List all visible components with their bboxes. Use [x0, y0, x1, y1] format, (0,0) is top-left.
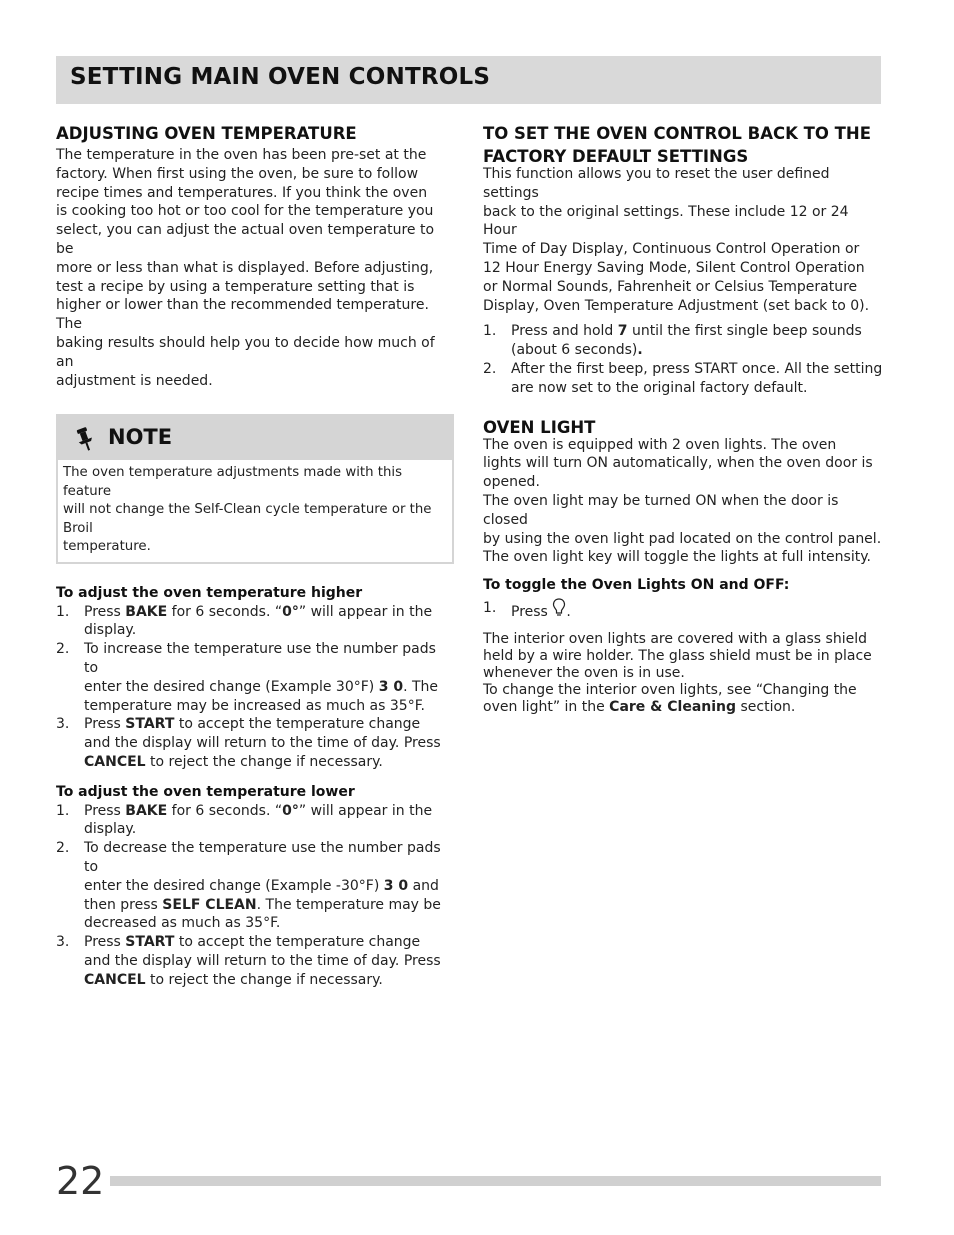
step-text: enter the desired change (Example 30°F): [84, 678, 379, 695]
step-text: . The: [403, 678, 439, 695]
step-keyword: BAKE: [125, 603, 168, 620]
lower-heading: To adjust the oven temperature lower: [56, 783, 355, 800]
list-item: [483, 360, 883, 398]
step-text: Press: [84, 603, 126, 620]
list-item: [483, 322, 883, 360]
list-item: [56, 839, 454, 933]
step-number: 3.: [56, 934, 70, 951]
footer-bar: [56, 1176, 881, 1186]
step-keyword: BAKE: [125, 802, 168, 819]
adjust-line: recipe times and temperatures. If you think the oven: [56, 184, 428, 201]
toggle-step: [483, 598, 883, 622]
step-text: ” will appear in the: [298, 802, 433, 819]
step-keyword: 0°: [282, 603, 299, 620]
section-reference: Care & Cleaning: [609, 698, 737, 715]
higher-steps: [56, 603, 454, 772]
factory-line: Time of Day Display, Continuous Control Operation or: [483, 241, 860, 258]
adjust-line: higher or lower than the recommended temperature. The: [56, 297, 429, 333]
step-text: to accept the temperature change: [174, 716, 421, 733]
page-title: SETTING MAIN OVEN CONTROLS: [70, 64, 491, 90]
light-detail-line: The interior oven lights are covered with a glass shield: [483, 630, 868, 647]
step-text: and the display will return to the time of day. Press: [84, 953, 441, 969]
step-text: display.: [84, 622, 137, 639]
step-keyword: SELF CLEAN: [162, 896, 257, 913]
step-number: 1.: [483, 323, 497, 340]
step-text: Press and hold: [511, 323, 618, 340]
factory-heading: [483, 122, 883, 168]
list-item: [56, 715, 454, 771]
step-text: . The temperature may be: [256, 896, 441, 913]
light-line: The oven is equipped with 2 oven lights. The oven: [483, 436, 837, 453]
factory-heading-line: TO SET THE OVEN CONTROL BACK TO THE: [483, 124, 871, 143]
step-text: to accept the temperature change: [174, 934, 421, 951]
step-text: Press: [84, 716, 126, 733]
oven-light-heading: OVEN LIGHT: [483, 417, 596, 437]
factory-line: back to the original settings. These include 12 or 24 Hour: [483, 203, 849, 239]
note-line: temperature.: [63, 539, 151, 555]
step-keyword: 0°: [282, 802, 299, 819]
step-keyword: START: [125, 934, 175, 951]
factory-line: Display, Oven Temperature Adjustment (set back to 0).: [483, 297, 870, 314]
step-keyword: .: [637, 342, 643, 359]
step-text: ” will appear in the: [298, 603, 433, 620]
note-body: [58, 460, 452, 562]
step-text: section.: [736, 698, 796, 715]
toggle-heading: To toggle the Oven Lights ON and OFF:: [483, 577, 790, 594]
step-keyword: 3 0: [378, 678, 404, 695]
step-text: Press: [511, 603, 548, 620]
step-keyword: START: [125, 716, 175, 733]
light-detail-line: [483, 699, 883, 716]
note-box: [56, 414, 454, 564]
list-item: [56, 933, 454, 989]
list-item: [56, 640, 454, 715]
step-keyword: 7: [617, 323, 628, 340]
pushpin-icon: [72, 426, 98, 452]
step-text: .: [566, 603, 571, 620]
step-number: 3.: [56, 716, 70, 733]
step-text: To decrease the temperature use the number pads to: [84, 840, 441, 876]
step-text: To increase the temperature use the number pads to: [84, 641, 436, 677]
right-column: [483, 122, 883, 716]
adjust-line: baking results should help you to decide how much of an: [56, 334, 435, 370]
step-text: and: [408, 877, 439, 894]
step-text: until the first single beep sounds: [627, 323, 862, 340]
step-text: temperature may be increased as much as 35°F.: [84, 697, 425, 714]
step-number: 2.: [56, 641, 70, 658]
adjust-line: test a recipe by using a temperature setting that is: [56, 278, 415, 295]
step-keyword: CANCEL: [84, 754, 146, 771]
lower-steps: [56, 802, 454, 990]
step-text: After the first beep, press START once. All the setting: [511, 360, 883, 377]
step-number: 2.: [483, 360, 497, 377]
light-line: opened.: [483, 474, 540, 491]
step-text: then press: [84, 896, 163, 913]
step-keyword: 3 0: [383, 877, 409, 894]
note-header: [58, 416, 452, 460]
adjust-line: adjustment is needed.: [56, 372, 213, 389]
step-text: decreased as much as 35°F.: [84, 915, 281, 932]
left-column: [56, 122, 454, 990]
adjust-line: select, you can adjust the actual oven temperature to be: [56, 222, 435, 257]
step-text: oven light” in the: [483, 698, 610, 715]
title-bar: [56, 56, 881, 104]
note-line: The oven temperature adjustments made with this feature: [63, 465, 403, 499]
note-label: NOTE: [108, 425, 173, 450]
light-line: The oven light may be turned ON when the door is closed: [483, 492, 839, 528]
step-text: for 6 seconds. “: [167, 802, 283, 819]
adjust-line: is cooking too hot or too cool for the temperature you: [56, 203, 434, 220]
light-line: by using the oven light pad located on the control panel.: [483, 530, 882, 547]
step-text: display.: [84, 821, 137, 838]
adjust-line: more or less than what is displayed. Before adjusting,: [56, 259, 434, 276]
adjust-line: The temperature in the oven has been pre-set at the: [56, 147, 427, 163]
factory-line: This function allows you to reset the user defined settings: [483, 166, 830, 201]
factory-line: or Normal Sounds, Fahrenheit or Celsius Temperature: [483, 278, 858, 295]
step-text: Press: [84, 802, 126, 819]
step-text: Press: [84, 934, 126, 951]
light-detail-line: To change the interior oven lights, see “Changing the: [483, 681, 857, 698]
adjust-heading: ADJUSTING OVEN TEMPERATURE: [56, 124, 357, 143]
note-line: will not change the Self-Clean cycle temperature or the Broil: [63, 502, 432, 536]
step-number: 1.: [56, 802, 70, 819]
step-text: enter the desired change (Example -30°F): [84, 877, 384, 894]
light-line: The oven light key will toggle the lights at full intensity.: [483, 549, 871, 566]
adjust-line: factory. When first using the oven, be sure to follow: [56, 165, 419, 182]
factory-line: 12 Hour Energy Saving Mode, Silent Control Operation: [483, 259, 865, 276]
light-detail-line: held by a wire holder. The glass shield must be in place: [483, 647, 872, 664]
factory-steps: [483, 322, 883, 397]
step-number: 1.: [483, 599, 497, 616]
list-item: [56, 802, 454, 840]
higher-heading: To adjust the oven temperature higher: [56, 584, 363, 601]
page-number: 22: [56, 1158, 110, 1204]
step-text: to reject the change if necessary.: [145, 754, 383, 771]
light-bulb-icon: [552, 598, 566, 618]
step-text: and the display will return to the time of day. Press: [84, 735, 441, 752]
step-number: 2.: [56, 840, 70, 857]
light-detail-line: whenever the oven is in use.: [483, 664, 685, 681]
step-keyword: CANCEL: [84, 971, 146, 988]
light-line: lights will turn ON automatically, when the oven door is: [483, 455, 873, 472]
list-item: [56, 603, 454, 641]
factory-heading-line: FACTORY DEFAULT SETTINGS: [483, 147, 749, 166]
step-text: to reject the change if necessary.: [145, 971, 383, 988]
step-text: for 6 seconds. “: [167, 603, 283, 620]
step-text: are now set to the original factory default.: [511, 379, 808, 396]
step-text: (about 6 seconds): [511, 342, 638, 359]
step-number: 1.: [56, 603, 70, 620]
